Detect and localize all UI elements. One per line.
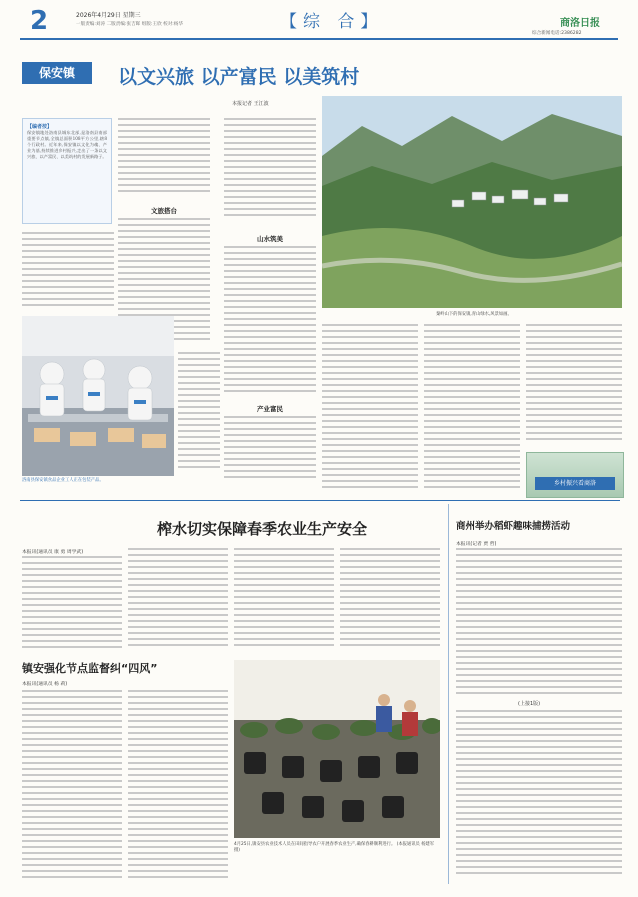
section-divider (20, 500, 620, 501)
section-label: 【综 合】 (280, 12, 384, 32)
banner-text: 乡村振兴看商洛 (535, 477, 615, 490)
feature-banner (526, 452, 624, 498)
left-article-col2 (128, 690, 228, 882)
main-article-headline: 榨水切实保障春季农业生产安全 (156, 520, 367, 538)
feature-text-col3b (224, 246, 316, 398)
feature-text-col6 (526, 324, 622, 444)
feature-text-col4 (322, 324, 418, 494)
left-article-col1 (22, 690, 122, 882)
phone-line: 综合新闻电话:2386282 (532, 31, 582, 36)
left-article-headline: 镇安强化节点监督纠“四风” (22, 662, 158, 675)
feature-text-col2 (118, 118, 210, 198)
masthead (0, 0, 638, 42)
bottom-photo (234, 660, 440, 838)
subhead-3: 产业富民 (257, 405, 283, 413)
sub-info: 一版责编:刘涛 二版责编:张吉晖 组版:王欣 校对:杨华 (76, 22, 184, 27)
masthead-rule (20, 38, 618, 40)
main-article-col2 (128, 548, 228, 652)
bottom-photo-caption: 4月25日,镇安县农业技术人员在田间指导农户开展春季农业生产,确保春耕顺利进行。 (本报通讯员 杨建军 摄) (234, 842, 435, 853)
vertical-divider (448, 504, 449, 884)
feature-label: 保安镇 (22, 62, 92, 84)
left-article-byline: 本报讯(通讯员 杨 莉) (22, 682, 68, 687)
feature-text-col5 (424, 324, 520, 494)
subhead-1: 文旅搭台 (151, 207, 177, 215)
feature-text-col2c (178, 352, 220, 476)
right-article-byline: 本报讯(记者 贾 哲) (456, 542, 497, 547)
feature-text-col3c (224, 416, 316, 484)
feature-text-col3 (224, 118, 316, 222)
feature-headline: 以文兴旅 以产富民 以美筑村 (118, 66, 360, 88)
right-column-text (456, 710, 622, 882)
page-number: 2 (30, 6, 49, 36)
landscape-caption: 秦岭山下的保安镇,青山绿水,风景如画。 (436, 312, 512, 317)
main-article-col1 (22, 556, 122, 652)
intro-text: 保安镇地处洛南县城东北部,是洛南县南部重要节点镇,全镇总面积108平方公里,辖8个行政村。近年来,保安镇以文化为魂、产业为基,持续推进乡村振兴,走出了一条以文兴旅、以产富民、以美筑村的发展新路子。 (27, 130, 107, 159)
newspaper-name: 商洛日报 (560, 18, 600, 29)
intro-box (22, 118, 112, 224)
feature-byline: 本报记者 王江波 (232, 101, 269, 107)
right-article-text (456, 548, 622, 698)
main-article-byline: 本报讯(通讯员 康 勇 周学武) (22, 550, 84, 555)
main-article-col3 (234, 548, 334, 652)
right-column-subtitle: (上接1版) (518, 701, 541, 707)
feature-photo-factory (22, 316, 174, 476)
subhead-2: 山水筑美 (257, 235, 283, 243)
intro-title: 【编者按】 (27, 124, 53, 130)
feature-text-col1 (22, 232, 114, 312)
date-line: 2026年4月29日 星期三 (76, 12, 141, 19)
right-article-headline: 商州举办稻虾趣味捕捞活动 (456, 521, 571, 532)
main-article-col4 (340, 548, 440, 652)
feature-photo-landscape (322, 96, 622, 308)
feature-photo-caption: 洛南县保安镇食品企业工人正在包装产品。 (22, 478, 104, 483)
